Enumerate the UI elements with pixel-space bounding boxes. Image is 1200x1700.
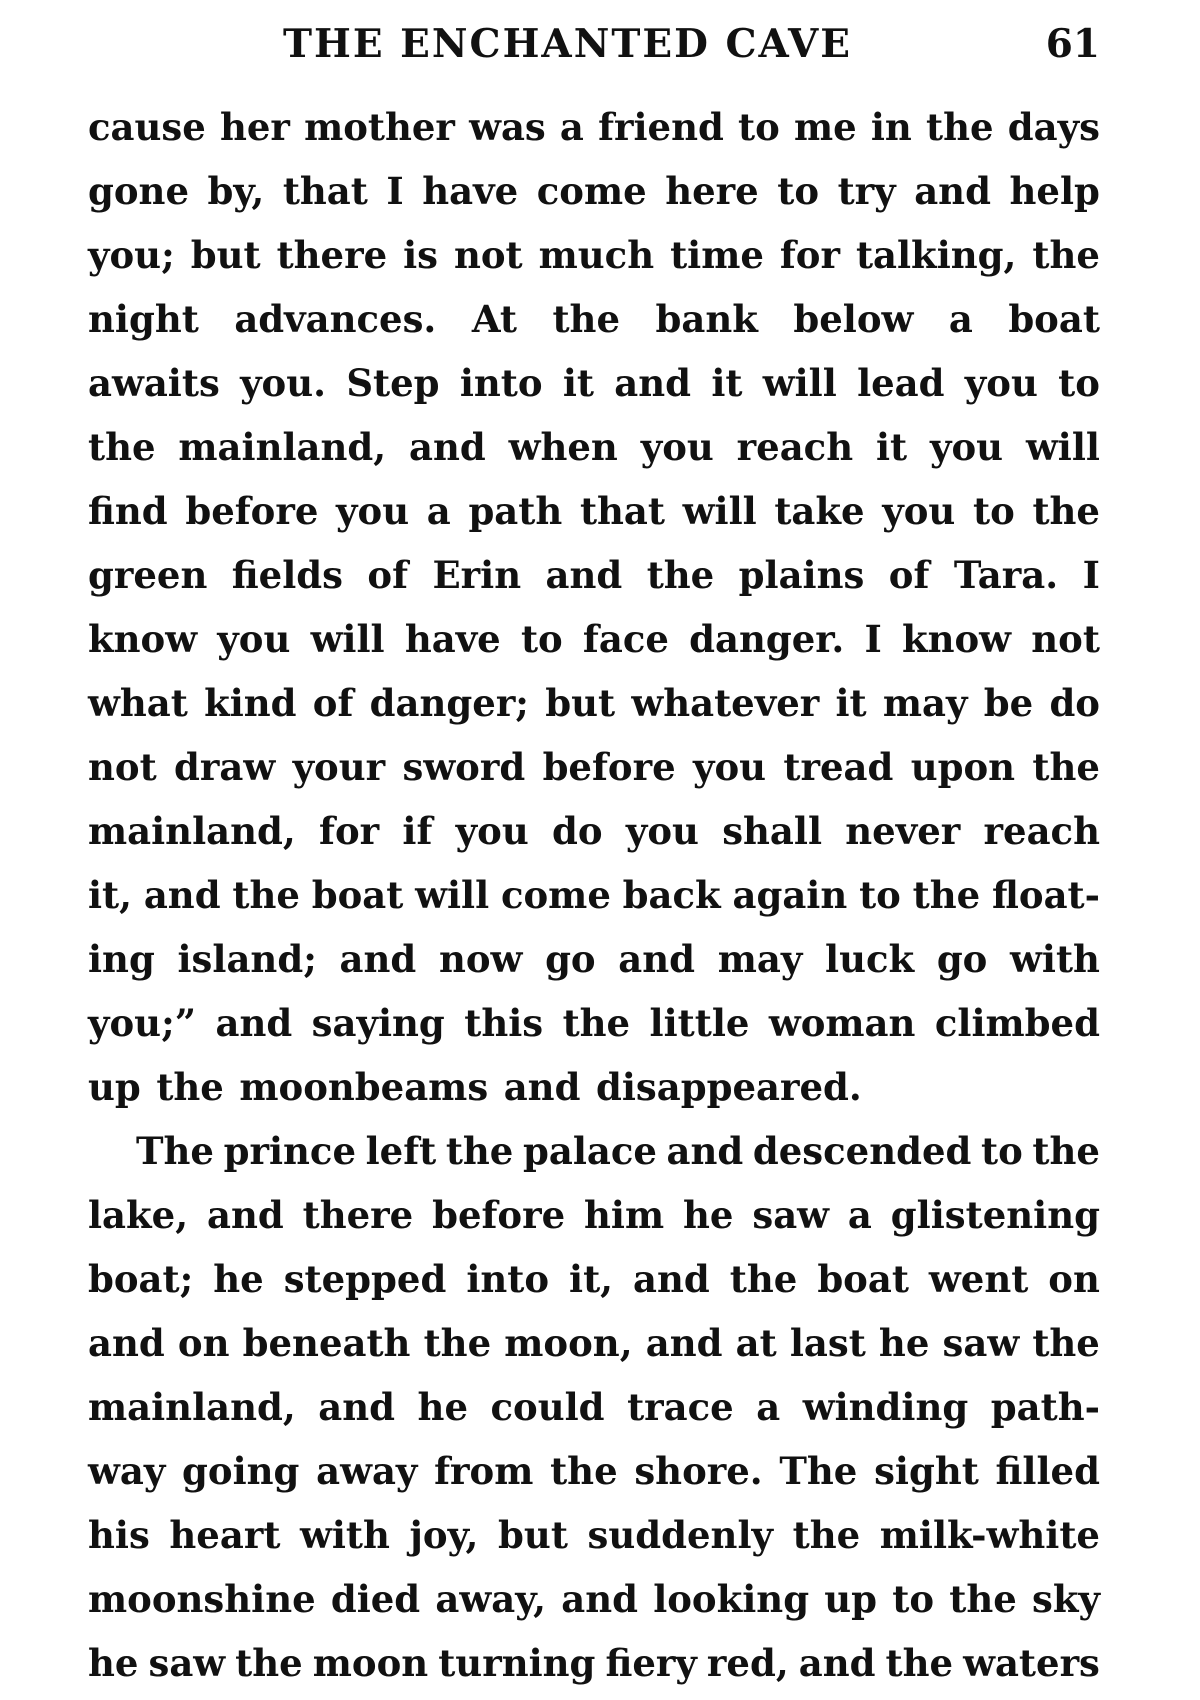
word: it, bbox=[88, 873, 133, 917]
word: mother bbox=[304, 105, 455, 149]
word: you bbox=[640, 425, 714, 469]
word: he bbox=[88, 1641, 139, 1685]
word: a bbox=[559, 105, 584, 149]
text-line bbox=[88, 1503, 1100, 1567]
word: the bbox=[423, 1321, 492, 1365]
word: never bbox=[845, 809, 961, 853]
word: have bbox=[422, 169, 519, 213]
word: and bbox=[318, 1385, 396, 1429]
word: before bbox=[432, 1193, 566, 1237]
word: shore. bbox=[634, 1449, 763, 1493]
word: little bbox=[649, 1001, 750, 1045]
word: went bbox=[928, 1257, 1029, 1301]
word: sky bbox=[1032, 1577, 1100, 1621]
word: the bbox=[552, 297, 620, 341]
word: the bbox=[792, 1513, 861, 1557]
word: in bbox=[870, 105, 912, 149]
word: palace bbox=[522, 1129, 657, 1173]
word: a bbox=[948, 297, 973, 341]
word: disappeared. bbox=[595, 1065, 862, 1109]
word: the bbox=[445, 1129, 514, 1173]
word: his bbox=[88, 1513, 150, 1557]
word: was bbox=[469, 105, 546, 149]
word: I bbox=[1082, 553, 1100, 597]
word: is bbox=[403, 233, 438, 277]
word: fiery bbox=[605, 1641, 697, 1685]
text-line bbox=[88, 1183, 1100, 1247]
word: saw bbox=[752, 1193, 830, 1237]
word: green bbox=[88, 553, 208, 597]
word: moon, bbox=[504, 1321, 633, 1365]
word: it bbox=[562, 361, 594, 405]
word: you bbox=[625, 809, 699, 853]
word: and bbox=[215, 1001, 293, 1045]
text-line bbox=[88, 735, 1100, 799]
word: there bbox=[276, 233, 388, 277]
word: to bbox=[738, 105, 780, 149]
word: Tara. bbox=[953, 553, 1059, 597]
word: there bbox=[302, 1193, 414, 1237]
word: to bbox=[777, 169, 820, 213]
text-line bbox=[88, 1567, 1100, 1631]
word: away, bbox=[435, 1577, 547, 1621]
word: moonshine bbox=[88, 1577, 316, 1621]
word: climbed bbox=[934, 1001, 1100, 1045]
word: fields bbox=[231, 553, 343, 597]
word: mainland, bbox=[178, 425, 387, 469]
word: what bbox=[88, 681, 188, 725]
word: of bbox=[312, 681, 354, 725]
word: the bbox=[1032, 1129, 1100, 1173]
word: danger. bbox=[689, 617, 845, 661]
word: from bbox=[434, 1449, 534, 1493]
word: boat bbox=[817, 1257, 909, 1301]
text-line bbox=[88, 799, 1100, 863]
word: your bbox=[292, 745, 386, 789]
word: and bbox=[561, 1577, 638, 1621]
word: not bbox=[1031, 617, 1100, 661]
word: into bbox=[459, 361, 543, 405]
word: and bbox=[143, 873, 221, 917]
word: much bbox=[538, 233, 655, 277]
word: days bbox=[1007, 105, 1100, 149]
word: know bbox=[901, 617, 1012, 661]
word: know bbox=[88, 617, 198, 661]
word: a bbox=[756, 1385, 781, 1429]
word: and bbox=[206, 1193, 284, 1237]
word: kind bbox=[204, 681, 297, 725]
word: help bbox=[1009, 169, 1100, 213]
word: when bbox=[508, 425, 618, 469]
word: draw bbox=[174, 745, 276, 789]
word: trace bbox=[627, 1385, 734, 1429]
word: going bbox=[182, 1449, 300, 1493]
word: glistening bbox=[890, 1193, 1100, 1237]
text-line bbox=[88, 1375, 1100, 1439]
word: the bbox=[646, 553, 715, 597]
word: moon bbox=[312, 1641, 429, 1685]
word: you. bbox=[240, 361, 327, 405]
word: friend bbox=[598, 105, 724, 149]
word: the bbox=[912, 873, 981, 917]
text-line bbox=[88, 479, 1100, 543]
word: looking bbox=[653, 1577, 810, 1621]
word: will bbox=[415, 873, 490, 917]
word: I bbox=[386, 169, 404, 213]
word: boat; bbox=[88, 1257, 194, 1301]
text-line bbox=[88, 671, 1100, 735]
word: it bbox=[875, 425, 908, 469]
word: again bbox=[732, 873, 848, 917]
word: below bbox=[793, 297, 914, 341]
word: of bbox=[367, 553, 409, 597]
word: joy, bbox=[409, 1513, 479, 1557]
word: left bbox=[365, 1129, 437, 1173]
word: you; bbox=[88, 233, 175, 277]
word: and bbox=[798, 1641, 876, 1685]
word: if bbox=[402, 809, 433, 853]
word: he bbox=[878, 1321, 930, 1365]
text-line bbox=[88, 1247, 1100, 1311]
word: you bbox=[929, 425, 1004, 469]
word: time bbox=[670, 233, 764, 277]
word: to bbox=[1058, 361, 1100, 405]
text-line bbox=[88, 607, 1100, 671]
word: milk-white bbox=[879, 1513, 1100, 1557]
word: will bbox=[682, 489, 757, 533]
word: on bbox=[177, 1321, 230, 1365]
word: he bbox=[417, 1385, 468, 1429]
word: her bbox=[219, 105, 290, 149]
word: will bbox=[1025, 425, 1100, 469]
word: sword bbox=[402, 745, 526, 789]
word: the bbox=[926, 105, 994, 149]
text-line bbox=[88, 95, 1100, 159]
word: may bbox=[882, 681, 968, 725]
word: into bbox=[466, 1257, 550, 1301]
word: and bbox=[618, 937, 696, 981]
word: talking, bbox=[855, 233, 1017, 277]
word: suddenly bbox=[587, 1513, 774, 1557]
word: upon bbox=[910, 745, 1016, 789]
word: plains bbox=[738, 553, 865, 597]
word: to bbox=[973, 489, 1015, 533]
word: heart bbox=[169, 1513, 281, 1557]
word: come bbox=[536, 169, 647, 213]
word: try bbox=[837, 169, 896, 213]
word: At bbox=[471, 297, 517, 341]
word: to bbox=[892, 1577, 935, 1621]
word: not bbox=[453, 233, 523, 277]
word: the bbox=[949, 1577, 1017, 1621]
word: the bbox=[1032, 233, 1100, 277]
word: sight bbox=[874, 1449, 979, 1493]
chapter-title: THE ENCHANTED CAVE bbox=[283, 21, 852, 67]
word: the bbox=[156, 1065, 224, 1109]
word: whatever bbox=[631, 681, 820, 725]
word: the bbox=[1032, 1321, 1100, 1365]
word: the bbox=[235, 1641, 303, 1685]
word: bank bbox=[655, 297, 758, 341]
word: and bbox=[645, 1321, 723, 1365]
word: mainland, bbox=[88, 1385, 296, 1429]
text-line bbox=[88, 543, 1100, 607]
word: and bbox=[633, 1257, 710, 1301]
word: before bbox=[542, 745, 676, 789]
word: float- bbox=[991, 873, 1100, 917]
word: do bbox=[1049, 681, 1100, 725]
word: it bbox=[711, 361, 743, 405]
word: have bbox=[404, 617, 501, 661]
word: but bbox=[498, 1513, 568, 1557]
word: go bbox=[545, 937, 596, 981]
word: reach bbox=[736, 425, 854, 469]
word: but bbox=[545, 681, 616, 725]
word: for bbox=[779, 233, 840, 277]
word: beneath bbox=[242, 1321, 411, 1365]
text-line bbox=[88, 927, 1100, 991]
word: to bbox=[981, 1129, 1023, 1173]
text-line bbox=[88, 1439, 1100, 1503]
word: do bbox=[552, 809, 603, 853]
word: saying bbox=[311, 1001, 445, 1045]
word: The bbox=[136, 1129, 214, 1173]
word: up bbox=[824, 1577, 878, 1621]
text-line bbox=[88, 863, 1100, 927]
word: may bbox=[717, 937, 803, 981]
word: you bbox=[882, 489, 956, 533]
word: you bbox=[217, 617, 291, 661]
word: the bbox=[88, 425, 156, 469]
word: you bbox=[964, 361, 1038, 405]
body-text bbox=[88, 95, 1100, 1695]
word: mainland, bbox=[88, 809, 296, 853]
word: died bbox=[330, 1577, 421, 1621]
word: lead bbox=[857, 361, 945, 405]
word: the bbox=[729, 1257, 798, 1301]
word: luck bbox=[825, 937, 915, 981]
word: danger; bbox=[369, 681, 529, 725]
word: him bbox=[584, 1193, 665, 1237]
word: the bbox=[1032, 745, 1100, 789]
word: I bbox=[864, 617, 882, 661]
word: face bbox=[582, 617, 669, 661]
word: the bbox=[885, 1641, 954, 1685]
word: path bbox=[468, 489, 563, 533]
word: it, bbox=[569, 1257, 614, 1301]
word: advances. bbox=[234, 297, 437, 341]
word: reach bbox=[983, 809, 1100, 853]
word: this bbox=[464, 1001, 544, 1045]
word: here bbox=[665, 169, 759, 213]
word: Erin bbox=[432, 553, 522, 597]
word: and bbox=[914, 169, 991, 213]
word: red, bbox=[706, 1641, 789, 1685]
word: turning bbox=[438, 1641, 596, 1685]
word: way bbox=[88, 1449, 166, 1493]
word: find bbox=[88, 489, 168, 533]
word: descended bbox=[752, 1129, 972, 1173]
word: but bbox=[190, 233, 261, 277]
word: back bbox=[622, 873, 721, 917]
word: to bbox=[520, 617, 563, 661]
word: now bbox=[438, 937, 523, 981]
word: boat bbox=[1008, 297, 1100, 341]
word: and bbox=[545, 553, 623, 597]
word: shall bbox=[722, 809, 823, 853]
word: woman bbox=[768, 1001, 916, 1045]
word: stepped bbox=[283, 1257, 447, 1301]
word: a bbox=[847, 1193, 872, 1237]
word: gone bbox=[88, 169, 189, 213]
word: up bbox=[88, 1065, 141, 1109]
text-line bbox=[88, 1631, 1100, 1695]
text-line bbox=[88, 1119, 1100, 1183]
word: lake, bbox=[88, 1193, 189, 1237]
word: of bbox=[888, 553, 930, 597]
text-line bbox=[88, 1311, 1100, 1375]
word: he bbox=[213, 1257, 264, 1301]
word: you bbox=[336, 489, 410, 533]
word: and bbox=[88, 1321, 165, 1365]
word: the bbox=[232, 873, 300, 917]
text-line bbox=[88, 287, 1100, 351]
word: Step bbox=[346, 361, 440, 405]
word: away bbox=[316, 1449, 418, 1493]
word: the bbox=[1032, 489, 1100, 533]
word: waters bbox=[963, 1641, 1100, 1685]
word: prince bbox=[223, 1129, 356, 1173]
word: night bbox=[88, 297, 199, 341]
word: and bbox=[409, 425, 486, 469]
word: the bbox=[562, 1001, 631, 1045]
word: take bbox=[774, 489, 865, 533]
word: a bbox=[426, 489, 451, 533]
word: you bbox=[692, 745, 767, 789]
word: on bbox=[1048, 1257, 1100, 1301]
word: it bbox=[835, 681, 867, 725]
word: filled bbox=[995, 1449, 1100, 1493]
word: and bbox=[339, 937, 417, 981]
word: before bbox=[185, 489, 319, 533]
word: for bbox=[319, 809, 380, 853]
word: boat bbox=[311, 873, 404, 917]
word: me bbox=[793, 105, 857, 149]
word: by, bbox=[207, 169, 265, 213]
word: that bbox=[282, 169, 368, 213]
word: tread bbox=[783, 745, 894, 789]
word: go bbox=[936, 937, 988, 981]
word: saw bbox=[148, 1641, 226, 1685]
word: cause bbox=[88, 105, 206, 149]
word: awaits bbox=[88, 361, 220, 405]
word: he bbox=[683, 1193, 734, 1237]
word: and bbox=[614, 361, 692, 405]
text-line bbox=[88, 1055, 1100, 1119]
word: The bbox=[779, 1449, 858, 1493]
word: will bbox=[762, 361, 837, 405]
word: could bbox=[490, 1385, 605, 1429]
word: ing bbox=[88, 937, 155, 981]
text-line bbox=[88, 223, 1100, 287]
word: that bbox=[579, 489, 665, 533]
word: with bbox=[1010, 937, 1100, 981]
word: island; bbox=[177, 937, 317, 981]
word: to bbox=[859, 873, 901, 917]
word: be bbox=[983, 681, 1034, 725]
word: not bbox=[88, 745, 157, 789]
word: at bbox=[735, 1321, 777, 1365]
running-head bbox=[88, 14, 1100, 74]
page-number: 61 bbox=[1045, 21, 1100, 67]
text-line bbox=[88, 351, 1100, 415]
word: winding bbox=[802, 1385, 969, 1429]
text-line bbox=[88, 991, 1100, 1055]
word: you bbox=[455, 809, 529, 853]
word: saw bbox=[942, 1321, 1020, 1365]
word: last bbox=[789, 1321, 866, 1365]
word: will bbox=[310, 617, 385, 661]
text-line bbox=[88, 415, 1100, 479]
word: with bbox=[300, 1513, 390, 1557]
word: and bbox=[666, 1129, 744, 1173]
word: the bbox=[550, 1449, 618, 1493]
text-line bbox=[88, 159, 1100, 223]
word: and bbox=[503, 1065, 581, 1109]
word: path- bbox=[990, 1385, 1100, 1429]
word: you;” bbox=[88, 1001, 197, 1045]
word: come bbox=[500, 873, 611, 917]
word: moonbeams bbox=[239, 1065, 489, 1109]
